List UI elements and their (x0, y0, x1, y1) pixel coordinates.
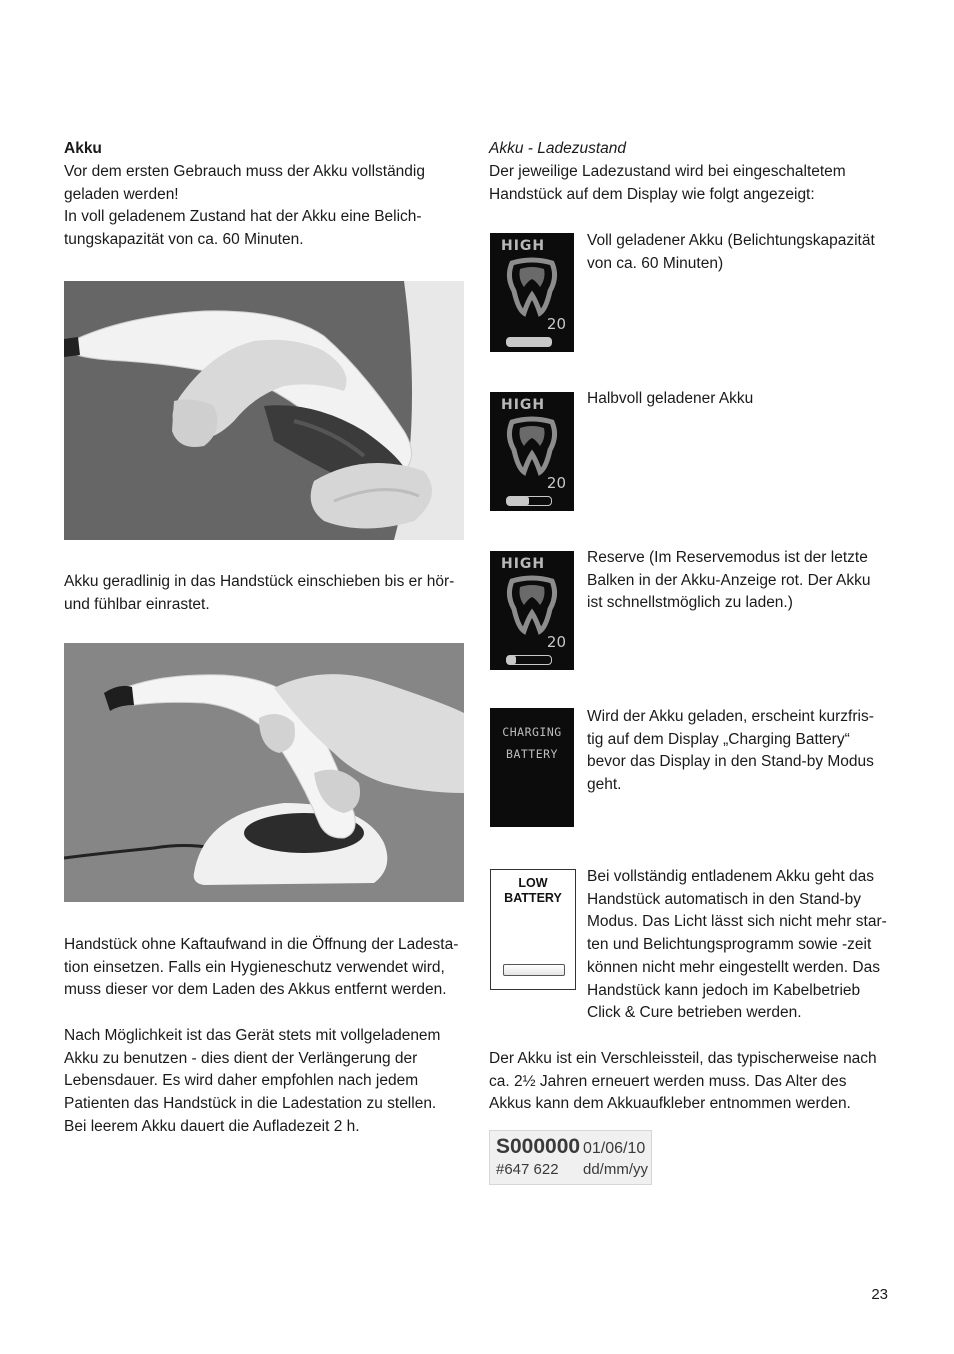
text-line: bevor das Display in den Stand-by Modus (587, 753, 874, 771)
text-line: Patienten das Handstück in die Ladestation zu stellen. (64, 1095, 437, 1113)
wear-part-text (489, 1048, 877, 1116)
tooth-icon (502, 575, 562, 635)
sticker-date: 01/06/10 (583, 1140, 646, 1157)
text-line: Akkus kann dem Akkuaufkleber entnommen werden. (489, 1095, 851, 1113)
battery-level-bar (506, 496, 552, 506)
text-line: Modus. Das Licht lässt sich nicht mehr star- (587, 913, 887, 931)
text-line: Click & Cure betrieben werden. (587, 1004, 802, 1022)
reserve-battery-description (587, 547, 870, 615)
display-charging-line2: BATTERY (506, 747, 558, 761)
text-line: tion einsetzen. Falls ein Hygieneschutz verwendet wird, (64, 958, 445, 976)
battery-level-fill (507, 656, 516, 664)
battery-insert-photo (64, 281, 464, 540)
display-low-line2: BATTERY (504, 891, 562, 905)
text-line: Nach Möglichkeit ist das Gerät stets mit vollgeladenem (64, 1027, 441, 1044)
text-line: geladen werden! (64, 185, 179, 203)
text-line: Bei leerem Akku dauert die Aufladezeit 2 h. (64, 1117, 360, 1135)
text-line: Akku geradlinig in das Handstück einschieben bis er hör- (64, 573, 455, 590)
text-line: und fühlbar einrastet. (64, 595, 210, 613)
text-line: Handstück auf dem Display wie folgt angezeigt: (489, 185, 815, 203)
battery-level-bar (506, 337, 552, 347)
text-line: ca. 2½ Jahren erneuert werden muss. Das Alter des (489, 1072, 847, 1090)
text-line: Wird der Akku geladen, erscheint kurzfris- (587, 708, 874, 725)
handpiece-in-charger-illustration (64, 643, 464, 902)
text-line: In voll geladenem Zustand hat der Akku eine Belich- (64, 208, 422, 226)
display-value: 20 (546, 633, 566, 651)
sticker-date-format: dd/mm/yy (583, 1161, 649, 1178)
tooth-icon (502, 257, 562, 317)
text-line: Balken in der Akku-Anzeige rot. Der Akku (587, 571, 871, 589)
charging-battery-description (587, 706, 874, 797)
sticker-serial: S000000 (496, 1135, 581, 1158)
text-line: Halbvoll geladener Akku (587, 390, 754, 407)
display-mode-label: HIGH (501, 556, 546, 572)
text-line: Handstück ohne Kaftaufwand in die Öffnung der Ladesta- (64, 936, 459, 953)
text-line: geht. (587, 776, 622, 794)
battery-sticker (489, 1130, 652, 1185)
text-line: Vor dem ersten Gebrauch muss der Akku vollständig (64, 163, 425, 180)
text-line: Handstück kann jedoch im Kabelbetrieb (587, 981, 861, 999)
text-line: Voll geladener Akku (Belichtungskapazität (587, 232, 875, 249)
text-line: ist schnellstmöglich zu laden.) (587, 594, 793, 612)
page-number: 23 (871, 1286, 888, 1303)
display-value: 20 (546, 315, 566, 333)
text-line: Der jeweilige Ladezustand wird bei eingeschaltetem (489, 163, 846, 180)
tooth-icon (502, 416, 562, 476)
text-line: muss dieser vor dem Laden des Akkus entfernt werden. (64, 981, 447, 999)
display-reserve-battery (490, 551, 574, 670)
akku-intro-text (64, 161, 425, 252)
text-line: tungskapazität von ca. 60 Minuten. (64, 231, 304, 249)
sticker-article-number: #647 622 (496, 1161, 559, 1178)
text-line: Handstück automatisch in den Stand-by (587, 890, 861, 908)
usage-recommendation-text (64, 1025, 440, 1139)
text-line: Der Akku ist ein Verschleissteil, das typischerweise nach (489, 1050, 877, 1067)
low-battery-description (587, 866, 887, 1025)
text-line: können nicht mehr eingestellt werden. Das (587, 958, 880, 976)
battery-level-fill (507, 338, 551, 346)
display-mode-label: HIGH (501, 397, 546, 413)
text-line: Lebensdauer. Es wird daher empfohlen nach jedem (64, 1072, 419, 1090)
display-low-line1: LOW (518, 876, 548, 890)
akku-heading: Akku (64, 140, 102, 157)
text-line: Bei vollständig entladenem Akku geht das (587, 868, 874, 885)
text-line: ten und Belichtungsprogramm sowie -zeit (587, 936, 872, 954)
display-half-battery (490, 392, 574, 511)
display-charging-line1: CHARGING (502, 725, 562, 739)
display-value: 20 (546, 474, 566, 492)
text-line: von ca. 60 Minuten) (587, 254, 724, 272)
display-charging-battery (490, 708, 574, 827)
text-line: Reserve (Im Reservemodus ist der letzte (587, 549, 868, 566)
charge-state-heading: Akku - Ladezustand (489, 140, 627, 157)
station-instruction-text (64, 934, 458, 1002)
battery-level-bar (506, 655, 552, 665)
battery-level-fill (507, 497, 529, 505)
half-battery-description (587, 388, 753, 411)
charging-station-photo (64, 643, 464, 902)
full-battery-description (587, 230, 875, 275)
insert-instruction-text (64, 571, 454, 616)
empty-battery-icon (503, 964, 565, 976)
text-line: tig auf dem Display „Charging Battery“ (587, 730, 850, 748)
hand-inserting-battery-illustration (64, 281, 464, 540)
display-mode-label: HIGH (501, 238, 546, 254)
display-low-battery (490, 869, 576, 990)
display-full-battery (490, 233, 574, 352)
charge-state-intro (489, 161, 846, 206)
text-line: Akku zu benutzen - dies dient der Verlängerung der (64, 1049, 418, 1067)
